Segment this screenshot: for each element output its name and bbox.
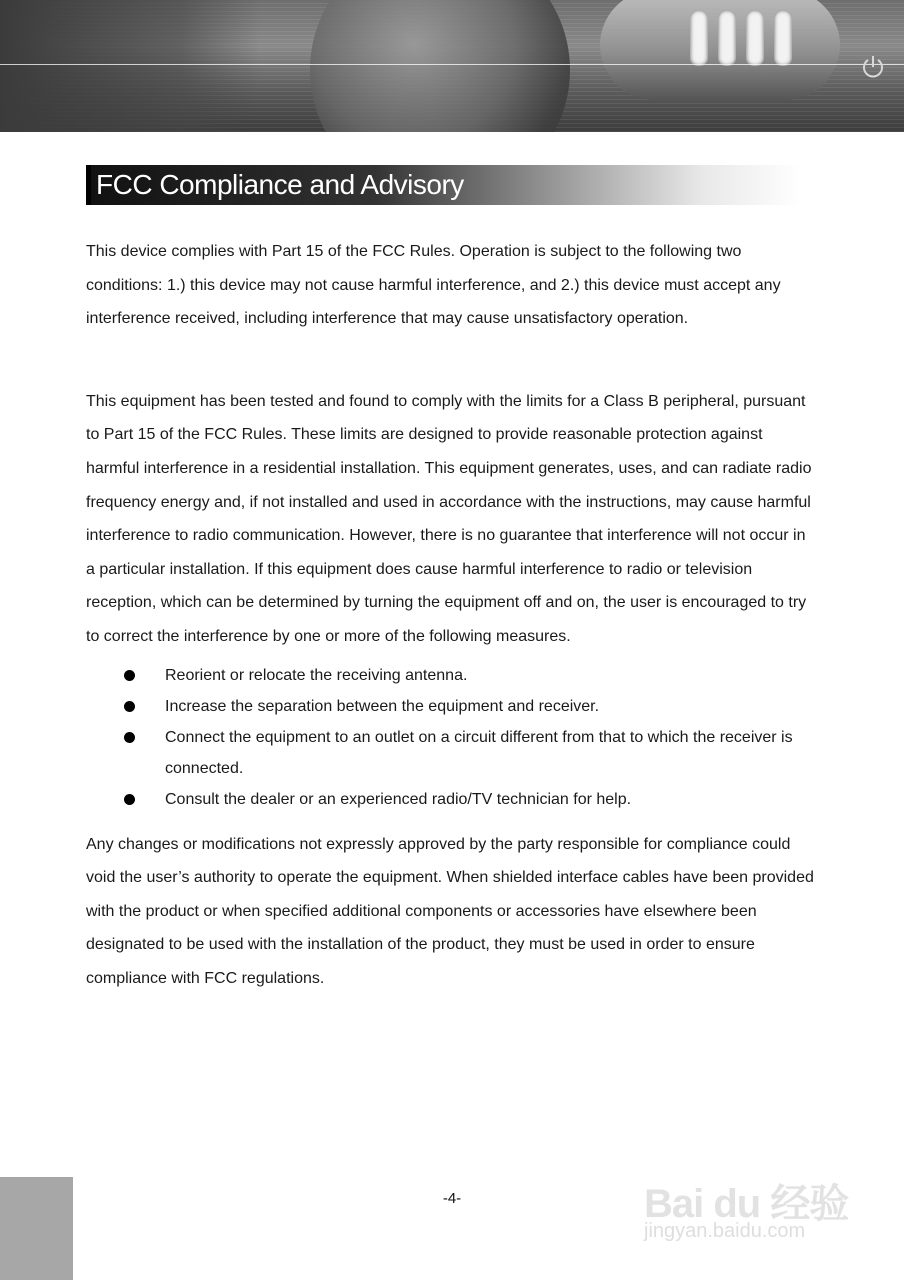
section-title-bar: [86, 165, 801, 205]
paragraph-modifications: Any changes or modifications not expressly approved by the party responsible for compliance could void the user’s authority to operate the equipment. When shielded interface cables have been provided with the product or when specified additional components or accessories have elsewhere been designated to be used with the installation of the product, they must be used in order to ensure compliance with FCC regulations.: [86, 835, 814, 987]
page-number: -4-: [442, 1190, 462, 1207]
banner-dial-graphic: [310, 0, 570, 132]
list-item-text: Increase the separation between the equipment and receiver.: [165, 697, 600, 715]
power-icon: [858, 52, 888, 82]
bullet-dot-icon: [124, 794, 135, 805]
bullet-dot-icon: [124, 732, 135, 743]
list-item-text: Consult the dealer or an experienced radio/TV technician for help.: [165, 790, 632, 808]
bullet-dot-icon: [124, 670, 135, 681]
watermark-logo: Bai du 经验: [644, 1182, 849, 1226]
list-item: [86, 691, 816, 722]
list-item: [86, 660, 816, 691]
document-body: [86, 235, 816, 996]
header-banner: [0, 0, 904, 132]
watermark-url: jingyan.baidu.com: [644, 1220, 806, 1242]
paragraph-compliance: This device complies with Part 15 of the FCC Rules. Operation is subject to the following two conditions: 1.) this device may not cause harmful interference, and 2.) this device must accept any interference received, including interference that may cause unsatisfactory operation.: [86, 243, 781, 328]
bullet-dot-icon: [124, 701, 135, 712]
banner-shadow: [0, 0, 260, 132]
list-item-text: Connect the equipment to an outlet on a circuit different from that to which the receiver is connected.: [165, 728, 793, 777]
list-item: [86, 722, 816, 784]
banner-slots-graphic: [690, 10, 792, 66]
watermark: [644, 1152, 854, 1252]
list-item: [86, 784, 816, 815]
measures-list: [86, 660, 816, 815]
section-title: FCC Compliance and Advisory: [96, 169, 464, 200]
banner-divider: [0, 64, 904, 65]
list-item-text: Reorient or relocate the receiving antenna.: [165, 666, 468, 684]
paragraph-testing: This equipment has been tested and found to comply with the limits for a Class B peripheral, pursuant to Part 15 of the FCC Rules. These limits are designed to provide reasonable protection against harmful interference in a residential installation. This equipment generates, uses, and can radiate radio frequency energy and, if not installed and used in accordance with the instructions, may cause harmful interference to radio communication. However, there is no guarantee that interference will not occur in a particular installation. If this equipment does cause harmful interference to radio or television reception, which can be determined by turning the equipment off and on, the user is encouraged to try to correct the interference by one or more of the following measures.: [86, 392, 812, 645]
